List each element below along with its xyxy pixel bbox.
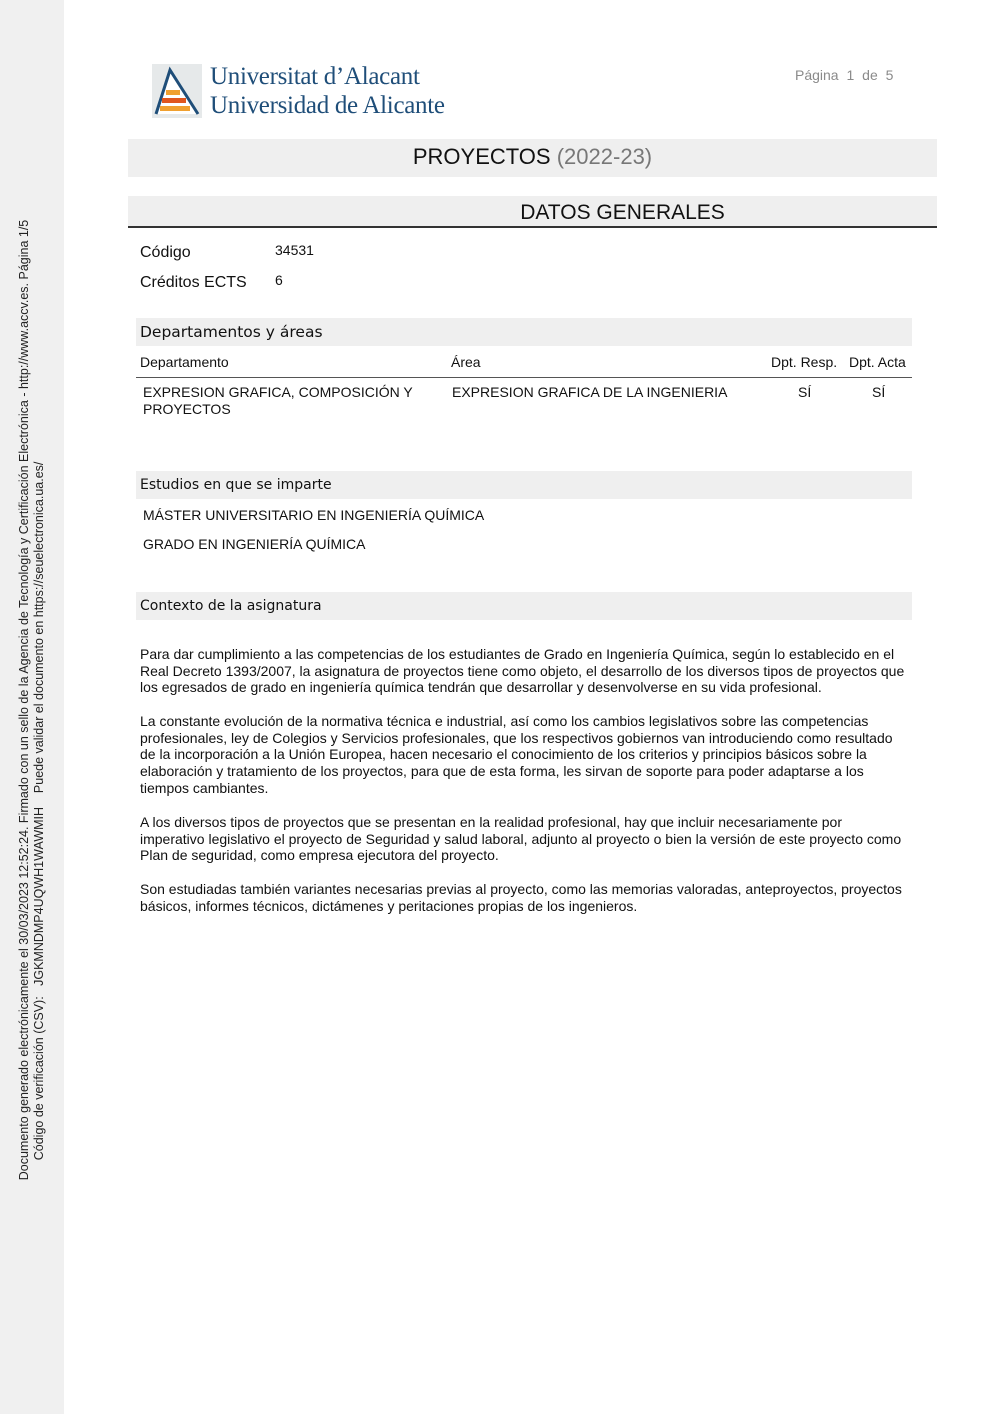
context-paragraph-4: Son estudiadas también variantes necesarias previas al proyecto, como las memorias valoradas, anteproyectos, proyectos básicos, informes técnicos, dictámenes y peritaciones propias de los ingenieros. [140, 881, 902, 914]
departments-heading: Departamentos y áreas [136, 318, 912, 346]
study-item-master: MÁSTER UNIVERSITARIO EN INGENIERÍA QUÍMICA [143, 507, 485, 523]
studies-heading: Estudios en que se imparte [136, 471, 912, 499]
signature-note-line1: Documento generado electrónicamente el 30/03/2023 12:52:24. Firmado con un sello de la Agencia de Tecnología y Certificación Electrónica - http://www.accv.es. Página 1/5 [17, 219, 31, 1181]
context-paragraph-2: La constante evolución de la normativa técnica e industrial, así como los cambios legislativos sobre las competencias profesionales, ley de Colegios y Servicios profesionales, que los respectivos gobiernos van introduciendo como resultado de la incorporación a la Unión Europea, hacen necesario el conocimiento de los criterios y principios básicos sobre la elaboración y tratamiento de los proyectos, para que de esta forma, les sirvan de soporte para poder adaptarse a los tiempos cambiantes. [140, 713, 893, 796]
col-area: Área [451, 354, 481, 370]
credits-value: 6 [275, 272, 283, 288]
study-item-degree: GRADO EN INGENIERÍA QUÍMICA [143, 536, 366, 552]
col-department: Departamento [140, 354, 229, 370]
col-dpt-resp: Dpt. Resp. [771, 354, 838, 370]
table-header-rule [136, 377, 912, 378]
university-name-spanish: Universidad de Alicante [210, 92, 445, 119]
context-heading: Contexto de la asignatura [136, 592, 912, 620]
page-total: 5 [885, 67, 894, 83]
side-margin [0, 0, 64, 1414]
signature-note [17, 220, 47, 1181]
col-dpt-acta: Dpt. Acta [849, 354, 906, 370]
general-data-heading: DATOS GENERALES [128, 196, 937, 228]
university-logo-icon [152, 64, 202, 118]
university-name-valencian: Universitat d’Alacant [210, 63, 420, 90]
credits-label: Créditos ECTS [140, 274, 247, 291]
context-paragraph-1: Para dar cumplimiento a las competencias de los estudiantes de Grado en Ingeniería Química, según lo establecido en el Real Decreto 1393/2007, la asignatura de proyectos tiene como objeto, el desarrollo de los diversos tipos de proyectos que los egresados de grado en ingeniería química tendrán que desarrollar y desenvolverse en su vida profesional. [140, 646, 905, 696]
signature-note-line2: Código de verificación (CSV): JGKMNDMP4UQWH1WAWMIH Puede validar el documento en https://seuelectronica.ua.es/ [32, 461, 46, 1161]
table-row-acta: SÍ [872, 384, 886, 400]
department-line2: PROYECTOS [143, 401, 231, 417]
table-row-area: EXPRESION GRAFICA DE LA INGENIERIA [452, 384, 728, 400]
page-label: Página [795, 67, 839, 83]
page-number [795, 67, 897, 83]
table-row-department [143, 384, 413, 418]
department-line1: EXPRESION GRAFICA, COMPOSICIÓN Y [143, 384, 413, 400]
context-paragraph-3: A los diversos tipos de proyectos que se presentan en la realidad profesional, hay que incluir necesariamente por imperativo legislativo el proyecto de Seguridad y salud laboral, adjunto al proyecto o bien la versión de este proyecto como Plan de seguridad, como empresa ejecutora del proyecto. [140, 814, 902, 864]
academic-year: (2022-23) [556, 144, 653, 169]
document-title [128, 139, 937, 177]
code-value: 34531 [275, 242, 314, 258]
page-of: de [862, 67, 878, 83]
university-name [210, 62, 445, 120]
table-row-resp: SÍ [798, 384, 812, 400]
page-current: 1 [846, 67, 855, 83]
code-label: Código [140, 244, 191, 261]
subject-name: PROYECTOS [412, 144, 551, 169]
